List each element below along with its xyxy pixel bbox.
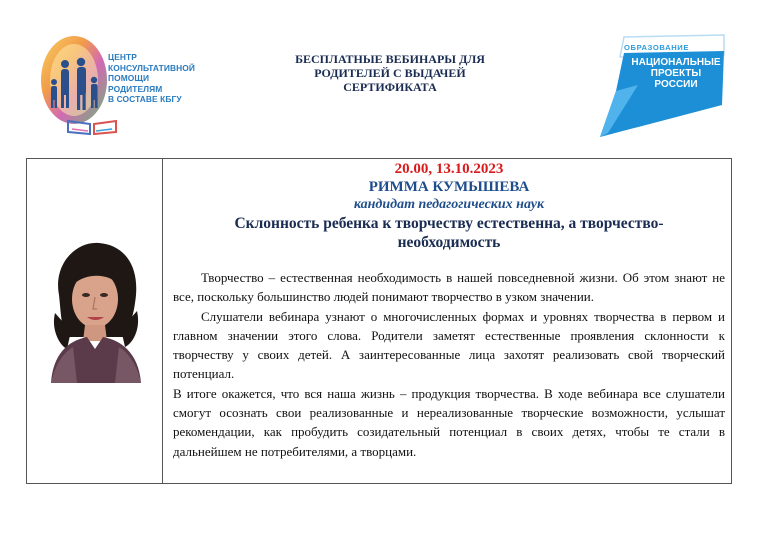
logo-line: В СОСТАВЕ КБГУ (108, 94, 182, 105)
national-projects-text (628, 57, 724, 90)
family-icon (38, 30, 110, 130)
book-icon (66, 118, 118, 136)
logo-line: КОНСУЛЬТАТИВНОЙ (108, 62, 196, 73)
webinar-content (173, 159, 725, 461)
np-line: ПРОЕКТЫ (650, 68, 702, 79)
logo-caption (108, 52, 203, 105)
np-line: НАЦИОНАЛЬНЫЕ (631, 57, 721, 68)
education-label: ОБРАЗОВАНИЕ (624, 43, 690, 52)
description-paragraph: В итоге окажется, что вся наша жизнь – продукция творчества. В ходе вебинара все слушатели смогут осознать свои реализованные и нереализованные творческие возможности, услышат рекомендации, как пробудить созидательный потенциал в своих детях, чтобы те стали в дальнейшем не потребителями, а творцами. (173, 385, 725, 459)
webinar-datetime: 20.00, 13.10.2023 (394, 161, 504, 177)
speaker-photo (37, 233, 153, 383)
np-line: РОССИИ (654, 79, 698, 90)
description-paragraph: Творчество – естественная необходимость в нашей повседневной жизни. Об этом знают не все, поскольку большинство людей понимают творчество в узком значении. (173, 270, 725, 305)
title-line: БЕСПЛАТНЫЕ ВЕБИНАРЫ ДЛЯ (295, 52, 485, 66)
national-projects-logo (598, 33, 728, 139)
speaker-degree: кандидат педагогических наук (353, 197, 545, 212)
logo-line: ПОМОЩИ (108, 73, 150, 84)
title-line: РОДИТЕЛЕЙ С ВЫДАЧЕЙ (314, 66, 466, 80)
column-divider (162, 159, 163, 483)
consulting-center-logo (38, 30, 203, 136)
webinar-topic: Склонность ребенка к творчеству естественна, а творчество-необходимость (234, 215, 664, 251)
logo-line: ЦЕНТР (108, 52, 137, 62)
webinar-card (26, 158, 732, 484)
logo-line: РОДИТЕЛЯМ (108, 83, 163, 94)
description-paragraph: Слушатели вебинара узнают о многочисленных формах и уровнях творчества в первом и главном значении этого слова. Родители заметят естественные проявления склонности к творчеству у своих детей. А заинтересованные лица захотят реализовать свой творческий потенциал. (173, 308, 725, 382)
page-title (290, 52, 490, 94)
speaker-name: РИММА КУМЫШЕВА (368, 179, 530, 195)
webinar-description (173, 268, 725, 461)
title-line: СЕРТИФИКАТА (343, 80, 437, 94)
